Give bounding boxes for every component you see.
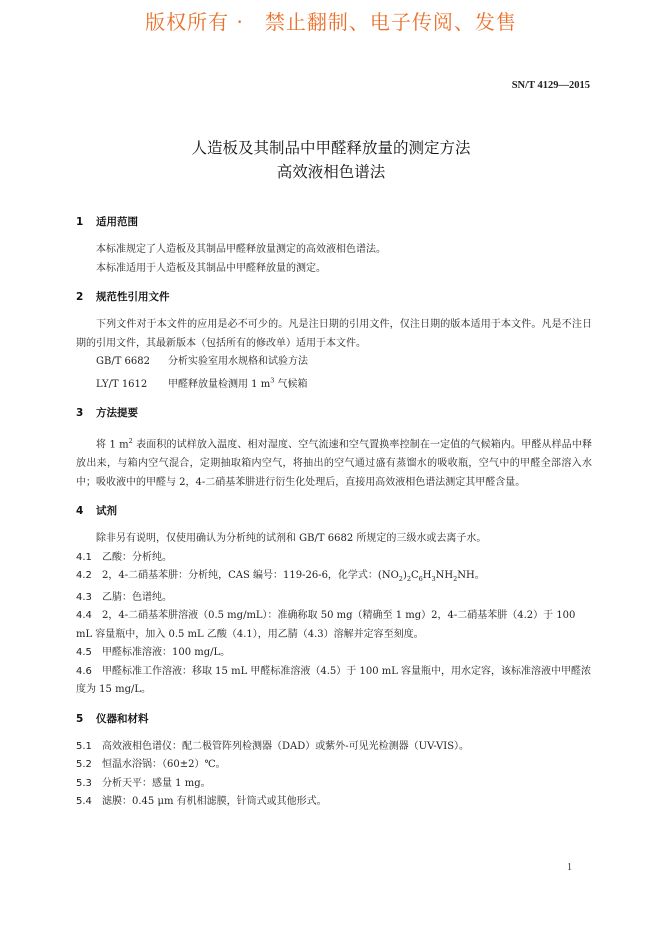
clause-item: 5.2 恒温水浴锅：（60±2）℃。 xyxy=(76,759,226,771)
page-number: 1 xyxy=(567,862,572,873)
paragraph: 下列文件对于本文件的应用是必不可少的。凡是注日期的引用文件，仅注日期的版本适用于本文件。凡是不注日期的引用文件，其最新版本（包括所有的修改单）适用于本文件。 xyxy=(76,319,592,349)
clause-item: 4.3 乙腈：色谱纯。 xyxy=(76,591,172,603)
reference-title: 甲醛释放量检测用 1 $m^3$ 气候箱 xyxy=(168,376,308,390)
clause-item: 5.3 分析天平：感量 1 mg。 xyxy=(76,777,211,789)
section-1-heading xyxy=(76,213,592,231)
paragraph: 本标准规定了人造板及其制品甲醛释放量测定的高效液相色谱法。 xyxy=(96,244,386,255)
title-line-1: 人造板及其制品中甲醛释放量的测定方法 xyxy=(191,139,471,157)
section-title: 试剂 xyxy=(96,505,117,518)
section-number: 2 xyxy=(76,291,84,303)
document-title xyxy=(0,136,662,184)
document-body xyxy=(76,213,592,812)
clause-item: 4.1 乙酸：分析纯。 xyxy=(76,551,172,563)
reference-code: GB/T 6682 xyxy=(96,356,151,367)
standard-code: SN/T 4129—2015 xyxy=(511,80,590,91)
reference-item xyxy=(76,372,592,395)
section-4-heading xyxy=(76,502,592,520)
section-title: 适用范围 xyxy=(96,216,138,228)
section-3-heading xyxy=(76,404,592,422)
copyright-watermark: 版权所有 · 禁止翻制、电子传阅、发售 xyxy=(145,10,517,34)
reference-title: 分析实验室用水规格和试验方法 xyxy=(168,356,308,367)
section-number: 3 xyxy=(76,407,84,420)
section-5-heading xyxy=(76,710,592,728)
section-number: 4 xyxy=(76,505,84,518)
clause-item: 5.4 滤膜：0.45 μm 有机相滤膜，针筒式或其他形式。 xyxy=(76,796,327,808)
section-title: 方法提要 xyxy=(96,407,138,420)
clause-item: 4.2 2，4-二硝基苯肼：分析纯，CAS 编号：119-26-6，化学式：$(NO_2)_2C_6H_3NH_2NH$。 xyxy=(76,570,485,584)
paragraph: 除非另有说明，仅使用确认为分析纯的试剂和 GB/T 6682 所规定的三级水或去离子水。 xyxy=(96,533,487,545)
title-line-2: 高效液相色谱法 xyxy=(276,163,386,181)
section-number: 1 xyxy=(76,216,84,228)
section-2-heading xyxy=(76,288,592,306)
clause-item: 4.6 甲醛标准工作溶液：移取 15 mL 甲醛标准溶液（4.5）于 100 mL 容量瓶中，用水定容，该标准溶液中甲醛浓度为 15 mg/L。 xyxy=(76,665,592,696)
paragraph: 本标准适用于人造板及其制品中甲醛释放量的测定。 xyxy=(96,262,326,274)
section-number: 5 xyxy=(76,712,84,725)
clause-item: 4.4 2，4-二硝基苯肼溶液（0.5 mg/mL）：准确称取 50 mg（精确至 1 mg）2，4-二硝基苯肼（4.2）于 100 mL 容量瓶中，加入 0.5 mL 乙酸（4.1），用乙腈（4.3）溶解并定容至刻度。 xyxy=(76,610,576,640)
paragraph: 将 1 $m^2$ 表面积的试样放入温度、相对湿度、空气流速和空气置换率控制在一定值的气候箱内。甲醛从样品中释放出来，与箱内空气混合，定期抽取箱内空气，将抽出的空气通过盛有蒸馏水的吸收瓶，空气中的甲醛全部溶入水中；吸收液中的甲醛与 2，4-二硝基苯肼进行衍生化处理后，直接用高效液相色谱法测定其甲醛含量。 xyxy=(76,437,592,488)
section-title: 规范性引用文件 xyxy=(96,291,170,303)
clause-item: 5.1 高效液相色谱仪：配二极管阵列检测器（DAD）或紫外-可见光检测器（UV-VIS）。 xyxy=(76,740,470,752)
clause-item: 4.5 甲醛标准溶液：100 mg/L。 xyxy=(76,647,231,659)
reference-item xyxy=(76,353,592,372)
reference-code: LY/T 1612 xyxy=(96,378,148,390)
section-title: 仪器和材料 xyxy=(96,712,149,725)
